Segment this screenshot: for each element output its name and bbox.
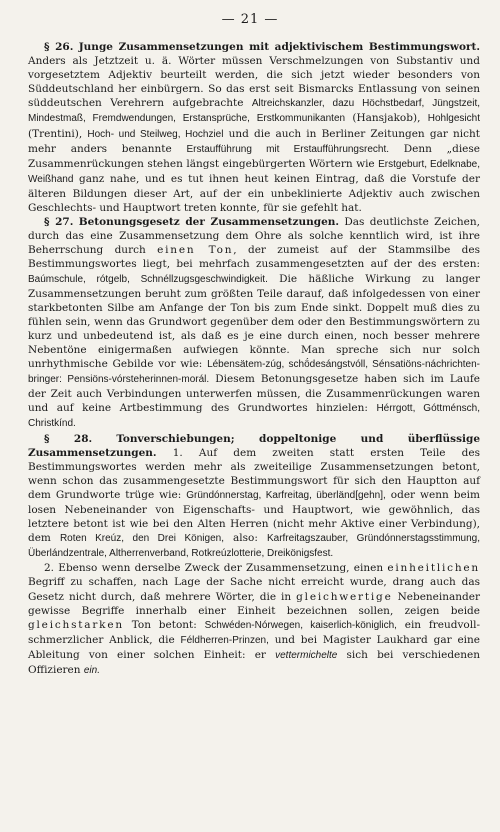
section-26-examples: Erstgeburt, Edelknabe, Weißhand (28, 158, 480, 185)
section-28-examples: Schwéden-Nórwegen, kaiserlich-königlich, (204, 619, 397, 631)
section-27-examples: Hérrgott, Góttménsch, Christkínd. (28, 403, 480, 430)
section-27 (28, 215, 480, 431)
page-number: — 21 — (221, 12, 279, 27)
section-28-examples: Féldherren-Prinzen, (180, 634, 269, 646)
section-28-heading: Tonverschiebungen; doppeltonige und überflüssige Zusammensetzungen. (28, 432, 481, 459)
section-28-text: Ebenso wenn derselbe Zweck der Zusammensetzung, einen (58, 562, 388, 575)
section-28-text: Auf dem zweiten statt ersten Teile des Bestimmungswortes werden mehr als zweiteilige Zusammensetzungen betont, wenn schon das zusammengesetzte Bestimmungswort für sich den Hauptton auf dem Grundworte trüge wie: (28, 446, 480, 501)
section-26-examples: Hohlgesicht (427, 113, 480, 125)
section-26-text: (Trentini), (28, 127, 88, 140)
section-28 (28, 432, 480, 562)
section-28-examples: Roten Kreúz, den Drei Königen, (59, 533, 224, 545)
section-28-text: also: (224, 532, 267, 545)
section-28-text: Nebeneinander gewisse Begriffe innerhalb einer Einheit bezeichnen sollen, zeigen beide (28, 590, 480, 617)
section-26-examples: Erstaufführung mit Erstaufführungsrecht. (186, 143, 390, 155)
section-28-text: Ton betont: (123, 618, 205, 631)
section-26-text: und die auch in Berliner Zeitungen gar nicht mehr anders benannte (28, 127, 480, 155)
section-28-number: § 28. (44, 432, 93, 445)
section-28-emphasis: gleichstarken (28, 618, 124, 631)
section-27-emphasis: einen Ton (157, 244, 234, 257)
section-27-number: § 27. (44, 216, 74, 229)
section-26-number: § 26. (44, 41, 74, 53)
section-28-text: ein freudvoll-schmerzlicher Anblick, die (28, 618, 480, 646)
section-27-heading: Betonungsgesetz der Zusammensetzungen. (78, 216, 340, 229)
section-28-item-2 (28, 561, 480, 678)
document-body (28, 40, 480, 678)
section-26 (28, 40, 480, 215)
section-28-item-2-number: 2. (44, 562, 59, 575)
section-26-text: Anders als Jetztzeit u. ä. Wörter müssen Verschmelzungen von Substantiv und vorgesetztem Adjektiv beurteilt werden, die sich jetzt wieder besonders von Süddeutschland her einbürgern. So das erst seit Bismarcks Entlassung von seinen süddeutschen Verehrern aufgebrachte (28, 55, 480, 110)
section-26-text: (Hansjakob), (345, 112, 428, 125)
section-26-examples: Altreichskanzler, dazu Höchstbedarf, Jüngstzeit, Mindestmaß, Fremdwendungen, Erstansprüche, Erstkommunikanten (28, 98, 480, 125)
section-26-text: ganz nahe, und es tut ihnen heut keinen Eintrag, daß die Vorstufe der älteren Bildungen dieser Art, auf der ein unbeklinierte Adjektiv auch zwischen Geschlechts- und Hauptwort treten konnte, für sie gefehlt hat. (28, 172, 480, 215)
section-26-examples: Hoch- und Steilweg, Hochziel (87, 128, 224, 140)
section-28-examples: ein. (83, 665, 100, 677)
section-28-text: oder wenn beim losen Nebeneinander von Eigenschafts- und Hauptwort, wie gewöhnlich, das letztere betont ist wie bei den Alten Herren (nicht mehr Aktive einer Verbindung), dem (28, 488, 480, 545)
section-28-item-1-number: 1. (156, 446, 199, 459)
section-28-examples: vettermichelte (275, 649, 338, 661)
section-27-text: Die häßliche Wirkung zu langer Zusammensetzungen beruht zum größten Teile darauf, daß infolgedessen von einer starkbetonten Silbe am Anfange der Ton bis zum Ende sinkt. Doppelt muß dies zu fühlen sein, wenn das Grundwort gegenüber dem oder den Bestimmungswörtern zu kurz und unbedeutend ist, als daß es je eine durch einen, noch besser mehrere Nebentöne einigermaßen aufwiegen könnte. Man spreche sich nur solch unrhythmische Gebilde vor wie: (28, 272, 481, 371)
section-27-examples: Baúmschule, rótgelb, Schnéllzugsgeschwindigkeit. (28, 273, 268, 285)
section-28-examples: Karfreitagszauber, Gründónnerstagsstimmung, Überlándzentrale, Altherrenverband, Rotkreúzlotterie, Dreikönigsfest. (28, 533, 481, 560)
section-28-examples: Gründónnerstag, Karfreitag, überländ[gehn], (186, 489, 386, 501)
section-28-text: Begriff zu schaffen, nach Lage der Sache nicht erreicht wurde, drang auch das Gesetz nicht durch, daß mehrere Wörter, die in (28, 576, 480, 603)
section-28-text: sich bei verschiedenen Offizieren (28, 648, 480, 677)
section-27-text: Diesem Betonungsgesetze haben sich im Laufe der Zeit auch Verbindungen unterwerfen müssen, die Zusammenrückungen waren und auf keine Artbestimmung des Grundwortes hinzielen: (28, 373, 481, 415)
section-27-text: , der zumeist auf der Stammsilbe des Bestimmungswortes liegt, bei mehrfach zusammengesetzten auf der des ersten: (28, 244, 481, 271)
section-28-text: und bei Magister Laukhard gar eine Ableitung von einer solchen Einheit: er (28, 633, 480, 661)
section-26-text: Denn „diese Zusammenrückungen stehen längst eingebürgerten Wörtern wie (28, 142, 480, 170)
section-28-emphasis: gleichwertige (296, 590, 393, 603)
section-26-heading: Junge Zusammensetzungen mit adjektivischem Bestimmungswort. (78, 41, 480, 53)
section-27-examples: Lébensätem-zúg, schö́desángstvóll, Sénsatiöns-náchrichten-bringer: Pensiöns-vórsteherinnen-morál. (28, 359, 481, 386)
section-28-emphasis: einheitlichen (387, 562, 480, 575)
section-27-text: Das deutlichste Zeichen, durch das eine Zusammensetzung dem Ohre als solche kenntlich wird, ist ihre Beherrschung durch (28, 216, 480, 257)
